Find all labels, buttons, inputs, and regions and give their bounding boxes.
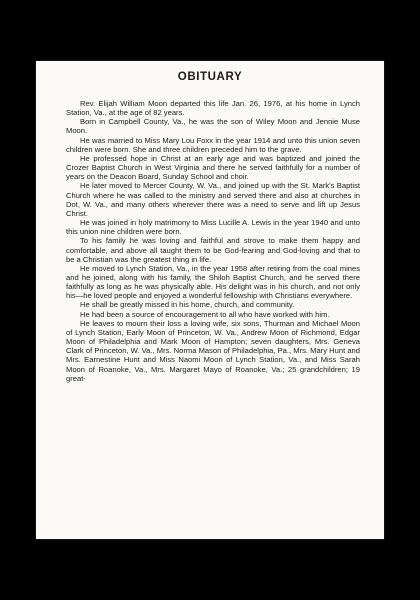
paragraph-first-marriage: He was married to Miss Mary Lou Foxx in the year 1914 and unto this union seven children were born. She and three children preceded him to the grave. [66,135,360,154]
page-title: OBITUARY [177,71,243,83]
paragraph-survivors: He leaves to mourn their loss a loving wife, six sons, Thurman and Michael Moon of Lynch Station, Early Moon of Princeton, W. Va., Andrew Moon of Richmond, Edgar Moon of Philadelphia and Mark Moon of Hampton; seven daughters, Mrs. Geneva Clark of Princeton, W. Va., Mrs. Norma Mason of Philadelphia, Pa., Mrs. Mary Hunt and Mrs. Earnestine Hunt and Miss Naomi Moon of Lynch Station, Va., and Miss Sarah Moon of Roanoke, Va., Mrs. Margaret Mayo of Roanoke, Va.; 25 grandchildren; 19 great- [66,318,360,383]
paragraph-ministry: He later moved to Mercer County, W. Va., and joined up with the St. Mark's Baptist Church where he was called to the ministry and served there and also at churches in Dot, W. Va., and many others wherever there was a need to serve and lift up Jesus Christ. [66,181,360,218]
obituary-body [66,99,360,383]
paragraph-death-notice: Rev. Elijah William Moon departed this life Jan. 26, 1976, at his home in Lynch Station, Va., at the age of 82 years. [66,99,360,118]
paragraph-missed: He shall be greatly missed in his home, church, and community. [80,300,295,310]
paragraph-encouragement: He had been a source of encouragement to all who have worked with him. [80,309,330,319]
paragraph-second-marriage: He was joined in holy matrimony to Miss Lucille A. Lewis in the year 1940 and unto this union nine children were born. [66,218,360,237]
paragraph-birth: Born in Campbell County, Va., he was the son of Wiley Moon and Jennie Muse Moon. [66,117,360,136]
document-page [36,61,384,539]
paragraph-faith: He professed hope in Christ at an early age and was baptized and joined the Crozer Baptist Church in West Virginia and there he served faithfully for a number of years on the Deacon Board, Sunday School and choir. [66,153,360,182]
paragraph-family: To his family he was loving and faithful and strove to make them happy and comfortable, and above all taught them to be God-fearing and God-loving and that to be a Christian was the greatest thing in life. [66,236,360,264]
paragraph-lynch-station: He moved to Lynch Station, Va., in the year 1958 after retiring from the coal mines and he joined, along with his family, the Shiloh Baptist Church, and he served there faithfully as long as he was physically able. His delight was in his church, and not only his—he loved people and enjoyed a wonderful fellowship with Christians everywhere. [66,263,360,301]
